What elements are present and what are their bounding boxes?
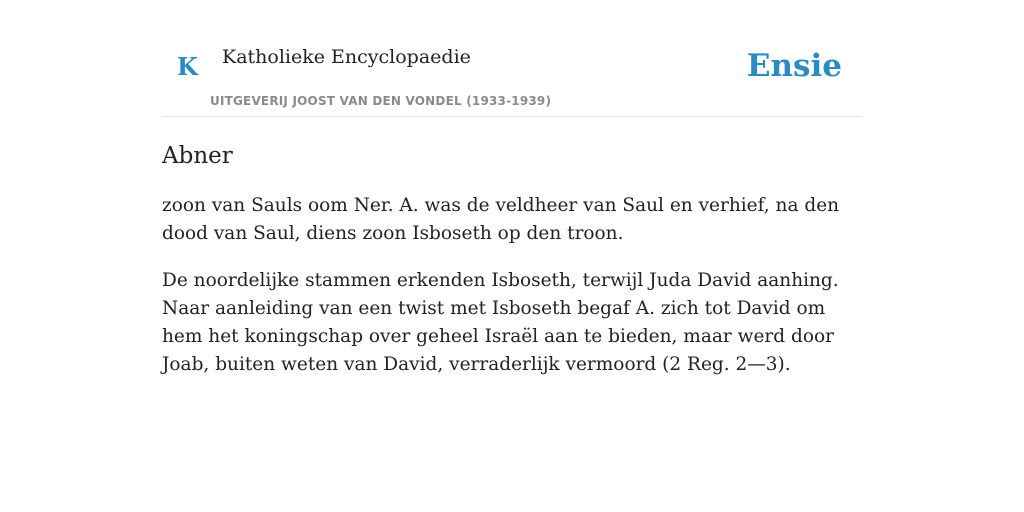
article-paragraph-1: zoon van Sauls oom Ner. A. was de veldheer van Saul en verhief, na den dood van Saul, diens zoon Isboseth op den troon. — [162, 194, 840, 244]
article-paragraph-2: De noordelijke stammen erkenden Isboseth, terwijl Juda David aanhing. Naar aanleiding van een twist met Isboseth begaf A. zich tot David om hem het koningschap over geheel Israël aan te bieden, maar werd door Joab, buiten weten van David, verraderlijk vermoord (2 Reg. 2—3). — [162, 269, 839, 375]
publisher-subtitle: UITGEVERIJ JOOST VAN DEN VONDEL (1933-1939) — [210, 94, 552, 108]
site-header — [162, 0, 862, 117]
ensie-logo[interactable]: Ensie — [746, 48, 842, 84]
site-title[interactable]: Katholieke Encyclopaedie — [222, 46, 471, 68]
article — [162, 142, 862, 379]
page-container — [162, 0, 862, 379]
encyclopedia-logo[interactable]: K — [177, 52, 198, 81]
article-title: Abner — [162, 143, 233, 169]
